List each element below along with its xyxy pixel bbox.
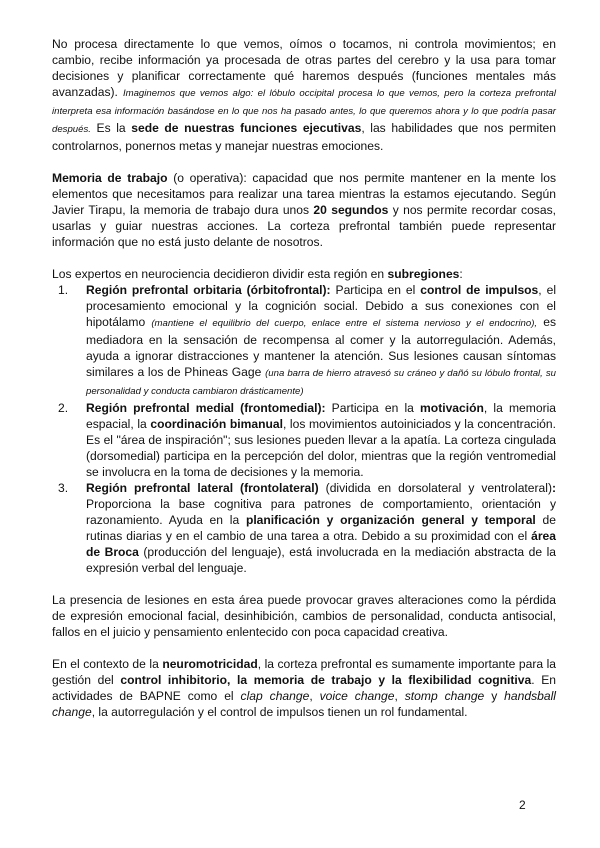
text-run: , el procesamiento emocional y la cognición social. Debido a sus conexiones con el hipotálamo	[86, 283, 557, 329]
bold-term: subregiones	[387, 267, 460, 281]
list-item-frontomedial	[52, 400, 556, 480]
bold-term: sede de nuestras funciones ejecutivas	[131, 121, 362, 135]
text-run: (dividida en dorsolateral y ventrolateral)	[318, 481, 552, 495]
text-run: , la corteza prefrontal es sumamente importante para la gestión del	[52, 657, 556, 687]
text-run: No procesa directamente lo que vemos, oímos o tocamos, ni controla movimientos; en cambio, recibe información ya procesada de otras partes del cerebro y la usa para tomar decisiones y planificar correctamente qué haremos después (funciones mentales más avanzadas).	[52, 37, 556, 99]
italic-term: clap change	[240, 689, 310, 703]
list-item-title: Región prefrontal lateral (frontolateral)	[86, 481, 319, 495]
list-item-title: Región prefrontal orbitaria (órbitofrontal):	[86, 283, 331, 297]
bold-term: área de Broca	[86, 529, 556, 559]
text-run: Proporciona la base cognitiva para patrones de comportamiento, orientación y razonamiento. Ayuda en la	[86, 497, 556, 527]
example-note: (una barra de hierro atravesó su cráneo y dañó su lóbulo frontal, su personalidad y conducta cambiaron drásticamente)	[86, 368, 557, 397]
example-note: (mantiene el equilibrio del cuerpo, enlace entre el sistema nervioso y el endocrino),	[151, 318, 538, 329]
italic-term: stomp change	[404, 689, 485, 703]
page-number: 2	[519, 798, 526, 812]
text-run: ,	[394, 689, 405, 703]
bold-term: Memoria de trabajo	[52, 171, 168, 185]
paragraph-lesions	[52, 592, 556, 640]
list-number: 2.	[58, 401, 69, 415]
text-run: Participa en la	[325, 401, 421, 415]
text-run: , la memoria espacial, la	[86, 401, 557, 431]
text-run: La presencia de lesiones en esta área puede provocar graves alteraciones como la pérdida de expresión emocional facial, desinhibición, cambios de personalidad, conducta antisocial, fallos en el juicio y pensamiento enlentecido con poca capacidad creativa.	[52, 593, 556, 639]
subregions-list	[52, 282, 556, 576]
example-note: Imaginemos que vemos algo: el lóbulo occipital procesa lo que vemos, pero la corteza prefrontal interpreta esa información basándose en lo que nos ha pasado antes, lo que queremos ahora y lo que podría pasar después.	[52, 88, 557, 135]
list-item-title: Región prefrontal medial (frontomedial):	[86, 401, 326, 415]
bold-term: control de impulsos	[420, 283, 539, 297]
text-run: En el contexto de la	[52, 657, 163, 671]
italic-term: handsball change	[52, 689, 556, 719]
paragraph-neuromotricity	[52, 656, 556, 720]
text-run: Participa en el	[330, 283, 421, 297]
bold-term: planificación y organización general y temporal	[245, 513, 536, 527]
bold-term: neuromotricidad	[162, 657, 258, 671]
text-run: , los movimientos autoiniciados y la concentración. Es el "área de inspiración"; sus lesiones pueden llevar a la apatía. La corteza cingulada (dorsomedial) participa en la percepción del dolor, mientras que la región ventromedial se involucra en la toma de decisiones y la memoria.	[86, 417, 556, 479]
text-run: , las habilidades que nos permiten controlarnos, ponernos metas y manejar nuestras emociones.	[52, 121, 557, 153]
text-run: , la autorregulación y el control de impulsos tienen un rol fundamental.	[91, 705, 468, 719]
text-run: (producción del lenguaje), está involucrada en la mediación abstracta de la expresión verbal del lenguaje.	[86, 545, 556, 575]
italic-term: voice change	[319, 689, 395, 703]
bold-term: 20 segundos	[313, 203, 389, 217]
paragraph-prefrontal-intro	[52, 36, 556, 154]
bold-term: motivación	[420, 401, 484, 415]
text-run: y	[484, 689, 505, 703]
paragraph-working-memory	[52, 170, 556, 250]
text-run: . En actividades de BAPNE como el	[52, 673, 556, 703]
text-run: de rutinas diarias y en el cambio de una tarea a otra. Debido a su proximidad con el	[86, 513, 556, 543]
document-page	[52, 36, 556, 720]
text-run: (o operativa): capacidad que nos permite mantener en la mente los elementos que necesitamos para realizar una tarea mientras la estamos ejecutando. Según Javier Tirapu, la memoria de trabajo dura unos	[52, 171, 556, 217]
bold-term: :	[551, 481, 557, 495]
list-number: 1.	[58, 283, 69, 297]
text-run: ,	[309, 689, 320, 703]
text-run: Los expertos en neurociencia decidieron dividir esta región en	[52, 267, 388, 281]
text-run: Es la	[90, 121, 132, 135]
list-item-frontolateral	[52, 480, 556, 576]
text-run: :	[459, 267, 463, 281]
list-item-orbitofrontal	[52, 282, 556, 400]
list-number: 3.	[58, 481, 69, 495]
bold-term: coordinación bimanual	[150, 417, 283, 431]
paragraph-subregions-intro	[52, 266, 556, 282]
bold-term: control inhibitorio, la memoria de trabajo y la flexibilidad cognitiva	[120, 673, 532, 687]
text-run: y nos permite recordar cosas, usarlas y guiar nuestras acciones. La corteza prefrontal también puede representar información que no está justo delante de nosotros.	[52, 203, 556, 249]
text-run: es mediadora en la sensación de recompensa al comer y la autorregulación. Además, ayuda a ignorar distracciones y mantener la atención. Sus lesiones causan síntomas similares a los de Phineas Gage	[86, 315, 557, 379]
